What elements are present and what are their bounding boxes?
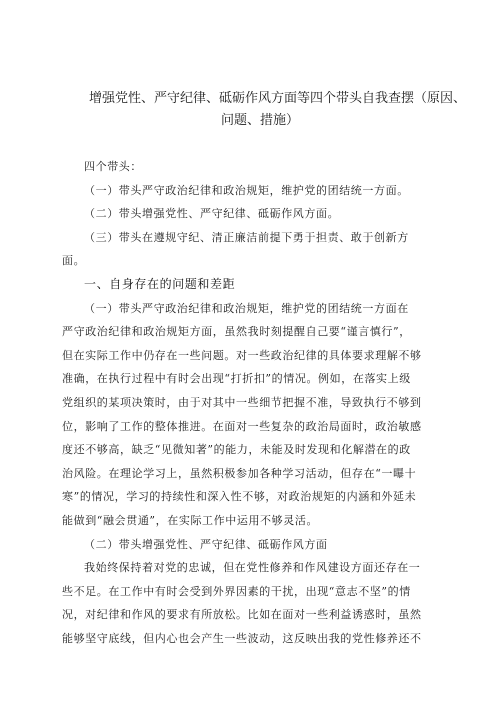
paragraph-line: 能做到“融会贯通”，在实际工作中运用不够灵活。: [62, 513, 319, 527]
subsection-2-heading: （二）带头增强党性、严守纪律、砥砺作风方面: [84, 537, 328, 551]
intro-item-3-line-2: 面。: [62, 254, 86, 268]
title-line-2: 问题、措施）: [220, 113, 299, 128]
paragraph-line: 况，对纪律和作风的要求有所放松。比如在面对一些利益诱惑时，虽然: [62, 608, 422, 622]
paragraph-line: 位，影响了工作的整体推进。在面对一些复杂的政治局面时，政治敏感: [62, 419, 422, 433]
paragraph-line: 些不足。在工作中有时会受到外界因素的干扰，出现“意志不坚”的情: [62, 584, 411, 598]
document-body: [62, 155, 458, 650]
paragraph-line: 严守政治纪律和政治规矩方面，虽然我时刻提醒自己要“谨言慎行”，: [62, 325, 411, 339]
title-line-1: 增强党性、严守纪律、砥砺作风方面等四个带头自我查摆（原因、: [89, 91, 467, 106]
intro-item-3-line-1: （三）带头在遵规守纪、清正廉洁前提下勇于担责、敢于创新方: [84, 230, 409, 244]
subsection-1-paragraph: [62, 297, 458, 533]
intro-label: 四个带头：: [84, 160, 142, 173]
paragraph-line: （一）带头严守政治纪律和政治规矩，维护党的团结统一方面在: [84, 301, 409, 315]
intro-item-2: （二）带头增强党性、严守纪律、砥砺作风方面。: [84, 207, 340, 221]
paragraph-line: 我始终保持着对党的忠诚，但在党性修养和作风建设方面还存在一: [84, 561, 421, 575]
paragraph-line: 准确，在执行过程中有时会出现“打折扣”的情况。例如，在落实上级: [62, 372, 411, 386]
paragraph-line: 寒”的情况，学习的持续性和深入性不够，对政治规矩的内涵和外延未: [62, 490, 417, 504]
paragraph-line: 治风险。在理论学习上，虽然积极参加各种学习活动，但存在“一曝十: [62, 466, 417, 480]
paragraph-line: 党组织的某项决策时，由于对其中一些细节把握不准，导致执行不够到: [62, 395, 422, 409]
paragraph-line: 度还不够高，缺乏“见微知著”的能力，未能及时发现和化解潜在的政: [62, 443, 411, 457]
section-heading: 一、自身存在的问题和差距: [84, 276, 236, 291]
paragraph-line: 能够坚守底线，但内心也会产生一些波动，这反映出我的党性修养还不: [62, 631, 422, 645]
paragraph-line: 但在实际工作中仍存在一些问题。对一些政治纪律的具体要求理解不够: [62, 348, 422, 362]
document-title: [60, 88, 467, 132]
intro-item-1: （一）带头严守政治纪律和政治规矩，维护党的团结统一方面。: [84, 183, 409, 197]
intro-item-3: [62, 226, 458, 273]
subsection-2-paragraph: [62, 556, 458, 650]
